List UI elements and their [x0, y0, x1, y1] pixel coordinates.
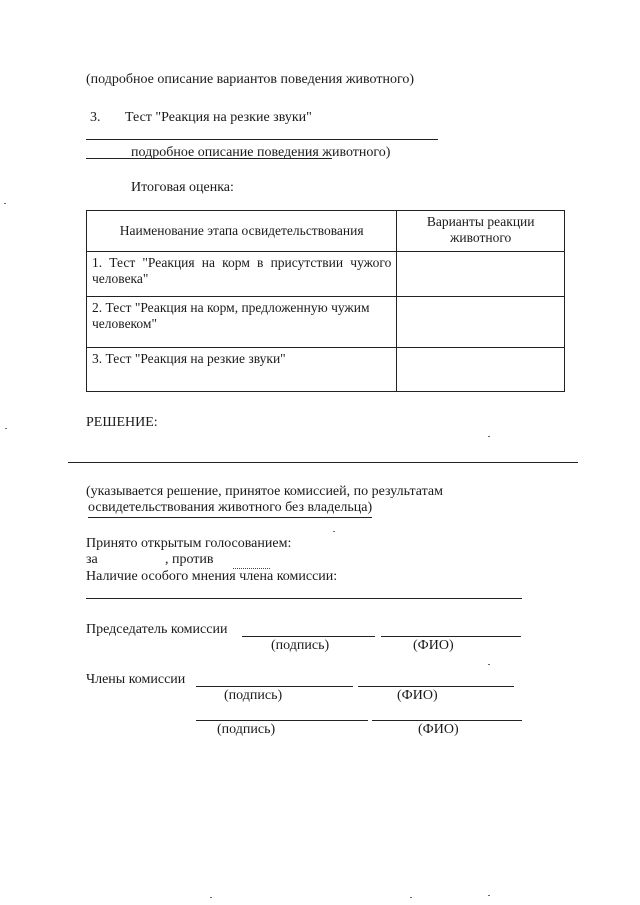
member1-name-line[interactable] [358, 686, 514, 687]
scan-speck [488, 895, 490, 896]
member2-name-caption: (ФИО) [418, 722, 459, 737]
scan-speck [488, 664, 490, 665]
member1-signature-line[interactable] [196, 686, 353, 687]
vote-accepted: Принято открытым голосованием: [86, 536, 292, 551]
member2-signature-caption: (подпись) [217, 722, 276, 737]
opinion-line[interactable] [86, 598, 522, 599]
decision-note-line2: освидетельствования животного без владельца) [88, 500, 372, 518]
table-cell-stage: 2. Тест "Реакция на корм, предложенную чужим человеком" [87, 297, 397, 348]
members-label: Члены комиссии [86, 672, 186, 687]
decision-line [68, 462, 578, 463]
table-header-reaction: Варианты реакции животного [397, 211, 565, 252]
scan-speck [210, 897, 212, 898]
decision-note-line1: (указывается решение, принятое комиссией, по результатам [86, 484, 443, 499]
chairman-signature-line[interactable] [242, 636, 375, 637]
table-cell-stage: 3. Тест "Реакция на резкие звуки" [87, 348, 397, 392]
chairman-label: Председатель комиссии [86, 622, 228, 637]
chairman-signature-caption: (подпись) [271, 638, 330, 653]
intro-note: (подробное описание вариантов поведения животного) [86, 72, 415, 87]
scan-speck [4, 203, 6, 204]
table-row [87, 297, 565, 348]
member1-name-caption: (ФИО) [397, 688, 438, 703]
test3-number: 3. [90, 110, 101, 125]
table-cell-reaction[interactable] [397, 252, 565, 297]
vote-for-label: за [86, 552, 98, 567]
table-header-row [87, 211, 565, 252]
table-cell-reaction[interactable] [397, 348, 565, 392]
chairman-name-caption: (ФИО) [413, 638, 454, 653]
vote-against-label: , против [165, 552, 214, 567]
vote-opinion: Наличие особого мнения члена комиссии: [86, 569, 338, 584]
test3-title: Тест "Реакция на резкие звуки" [125, 110, 312, 125]
total-label: Итоговая оценка: [131, 180, 234, 195]
test3-answer-line [86, 139, 438, 140]
table-row [87, 252, 565, 297]
chairman-name-line[interactable] [381, 636, 521, 637]
table-cell-reaction[interactable] [397, 297, 565, 348]
results-table [86, 210, 565, 392]
member1-signature-caption: (подпись) [224, 688, 283, 703]
scan-speck [5, 428, 7, 429]
test3-note: подробное описание поведения животного) [131, 145, 391, 160]
member2-signature-line[interactable] [196, 720, 368, 721]
decision-heading: РЕШЕНИЕ: [86, 415, 158, 430]
table-header-stage: Наименование этапа освидетельствования [87, 211, 397, 252]
scan-speck [410, 897, 412, 898]
scan-speck [333, 531, 335, 532]
table-cell-stage: 1. Тест "Реакция на корм в присутствии чужого человека" [87, 252, 397, 297]
scan-speck [488, 436, 490, 437]
member2-name-line[interactable] [372, 720, 522, 721]
table-row [87, 348, 565, 392]
